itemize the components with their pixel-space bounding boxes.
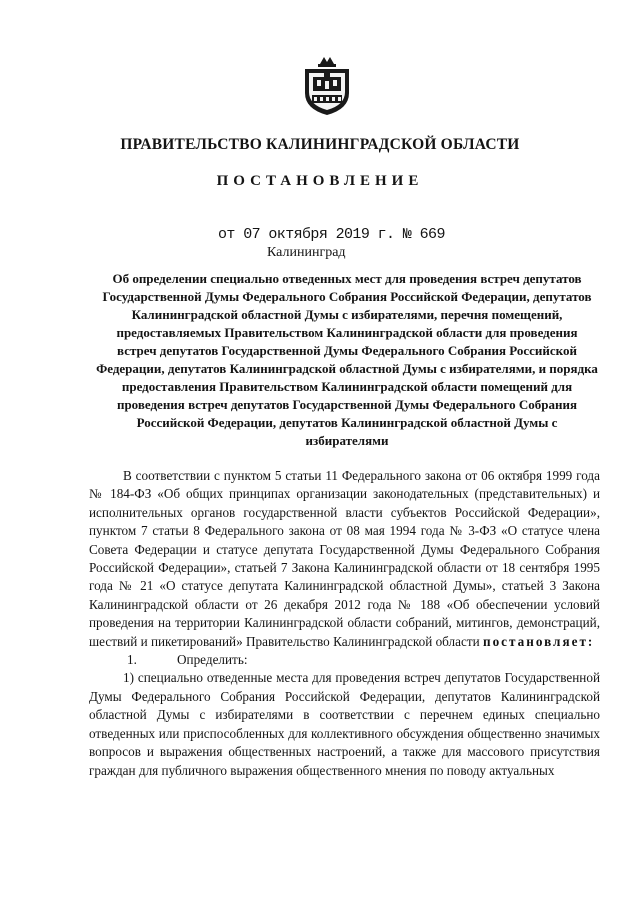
- document-body: [89, 467, 600, 780]
- decree-word: постановляет:: [482, 633, 595, 649]
- date-number-line: от 07 октября 2019 г. № 669: [218, 226, 445, 243]
- preamble-text: В соответствии с пунктом 5 статьи 11 Федерального закона от 06 октября 1999 года № 184-ФЗ «Об общих принципах организации законодательных (представительных) и исполнительных органов государственной власти субъектов Российской Федерации», пунктом 7 статьи 8 Федерального закона от 08 мая 1994 года № 3-ФЗ «О статусе члена Совета Федерации и статусе депутата Государственной Думы Федерального Собрания Российской Федерации», статьей 7 Закона Калининградской области от 18 сентября 1995 года № 21 «О статусе депутата Калининградской областной Думы», статьей 3 Закона Калининградской области от 26 декабря 2012 года № 188 «Об обеспечении условий проведения на территории Калининградской области собраний, митингов, демонстраций, шествий и пикетирований» Правительство Калининградской области: [89, 468, 600, 649]
- government-title: ПРАВИТЕЛЬСТВО КАЛИНИНГРАДСКОЙ ОБЛАСТИ: [120, 136, 520, 153]
- document-subject: Об определении специально отведенных мест для проведения встреч депутатов Государственной Думы Федерального Собрания Российской Федерации, депутатов Калининградской областной Думы с избирателями, перечня помещений, предоставляемых Правительством Калининградской области для проведения встреч депутатов Государственной Думы Федерального Собрания Российской Федерации, депутатов Калининградской областной Думы с избирателями, и порядка предоставления Правительством Калининградской области помещений для проведения встреч депутатов Государственной Думы Федерального Собрания Российской Федерации, депутатов Калининградской областной Думы с избирателями: [96, 271, 598, 448]
- item-1-number: 1.: [127, 652, 137, 668]
- subitem-1-paragraph: 1) специально отведенные места для проведения встреч депутатов Государственной Думы Федерального Собрания Российской Федерации, депутатов Калининградской областной Думы с избирателями в соответствии с перечнем единых специально отведенных или приспособленных для коллективного обсуждения общественно значимых вопросов и выражения общественных настроений, а также для массового присутствия граждан для публичного выражения общественного мнения по поводу актуальных: [89, 670, 600, 778]
- item-1-text: Определить:: [177, 652, 248, 668]
- preamble-paragraph: [89, 467, 600, 651]
- city-name: Калининград: [267, 245, 346, 260]
- item-1: [89, 651, 600, 669]
- coat-of-arms-emblem: [300, 55, 354, 117]
- document-type: ПОСТАНОВЛЕНИЕ: [216, 173, 424, 189]
